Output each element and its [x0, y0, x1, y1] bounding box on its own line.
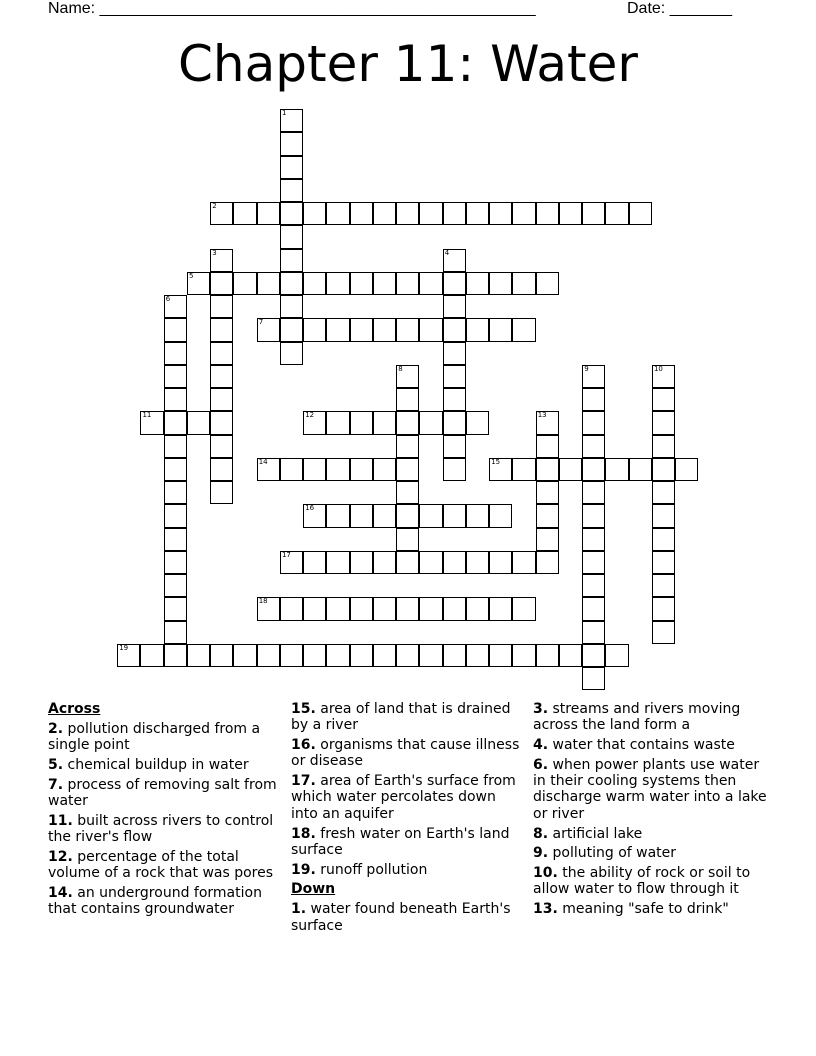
grid-cell[interactable]: [396, 597, 419, 620]
grid-cell[interactable]: [582, 202, 605, 225]
grid-cell[interactable]: [280, 458, 303, 481]
clue-column-1: [48, 701, 281, 921]
grid-cell[interactable]: [443, 318, 466, 341]
grid-cell[interactable]: [652, 528, 675, 551]
grid-cell[interactable]: [233, 202, 256, 225]
grid-cell[interactable]: [210, 318, 233, 341]
grid-cell[interactable]: [466, 202, 489, 225]
grid-cell[interactable]: [350, 202, 373, 225]
grid-cell[interactable]: [373, 504, 396, 527]
grid-cell[interactable]: [536, 528, 559, 551]
clue-number: 9: [584, 364, 589, 373]
grid-cell[interactable]: [652, 551, 675, 574]
clue-number: 1: [281, 109, 287, 118]
grid-cell[interactable]: [187, 644, 210, 667]
clue-across-11: 11. built across rivers to control the river's flow: [48, 812, 274, 846]
grid-cell[interactable]: [210, 295, 233, 318]
grid-cell[interactable]: [210, 388, 233, 411]
grid-cell[interactable]: [373, 597, 396, 620]
grid-cell[interactable]: [210, 411, 233, 434]
grid-cell[interactable]: [536, 435, 559, 458]
grid-cell[interactable]: [443, 644, 466, 667]
grid-cell[interactable]: [280, 225, 303, 248]
grid-cell[interactable]: [257, 202, 280, 225]
grid-cell[interactable]: [396, 272, 419, 295]
grid-cell[interactable]: [187, 411, 210, 434]
clue-number: 3: [212, 248, 217, 257]
grid-cell[interactable]: [350, 318, 373, 341]
grid-cell[interactable]: [326, 318, 349, 341]
grid-cell[interactable]: [652, 365, 675, 388]
grid-cell[interactable]: [280, 597, 303, 620]
clue-across-19: 19. runoff pollution: [291, 861, 428, 878]
grid-cell[interactable]: [303, 318, 326, 341]
grid-cell[interactable]: [164, 411, 187, 434]
grid-cell[interactable]: [280, 272, 303, 295]
grid-cell[interactable]: [582, 597, 605, 620]
clue-number: 14: [258, 457, 268, 466]
grid-cell[interactable]: [466, 597, 489, 620]
grid-cell[interactable]: [303, 458, 326, 481]
grid-cell[interactable]: [443, 249, 466, 272]
grid-cell[interactable]: [257, 272, 280, 295]
grid-cell[interactable]: [466, 318, 489, 341]
grid-cell[interactable]: [536, 202, 559, 225]
grid-cell[interactable]: [210, 365, 233, 388]
clue-down-10: 10. the ability of rock or soil to allow water to flow through it: [533, 865, 751, 898]
grid-cell[interactable]: [164, 574, 187, 597]
grid-cell[interactable]: [257, 318, 280, 341]
grid-cell[interactable]: [303, 202, 326, 225]
clue-number: 8: [398, 364, 403, 373]
grid-cell[interactable]: [466, 551, 489, 574]
clue-down-8: 8. artificial lake: [533, 825, 643, 842]
grid-cell[interactable]: [257, 458, 280, 481]
grid-cell[interactable]: [396, 528, 419, 551]
grid-cell[interactable]: [489, 644, 512, 667]
grid-cell[interactable]: [396, 435, 419, 458]
grid-cell[interactable]: [164, 597, 187, 620]
grid-cell[interactable]: [373, 551, 396, 574]
grid-cell[interactable]: [350, 597, 373, 620]
grid-cell[interactable]: [489, 318, 512, 341]
grid-cell[interactable]: [326, 597, 349, 620]
grid-cell[interactable]: [512, 597, 535, 620]
grid-cell[interactable]: [303, 644, 326, 667]
grid-cell[interactable]: [373, 318, 396, 341]
grid-cell[interactable]: [536, 504, 559, 527]
grid-cell[interactable]: [652, 411, 675, 434]
down-heading: Down: [291, 881, 336, 898]
grid-cell[interactable]: [280, 295, 303, 318]
clue-across-7: 7. process of removing salt from water: [48, 776, 277, 809]
grid-cell[interactable]: [419, 597, 442, 620]
grid-cell[interactable]: [396, 202, 419, 225]
grid-cell[interactable]: [233, 272, 256, 295]
grid-cell[interactable]: [187, 272, 210, 295]
grid-cell[interactable]: [582, 644, 605, 667]
clue-number: 13: [537, 411, 547, 420]
grid-cell[interactable]: [419, 318, 442, 341]
grid-cell[interactable]: [675, 458, 698, 481]
grid-cell[interactable]: [210, 342, 233, 365]
grid-cell[interactable]: [419, 202, 442, 225]
grid-cell[interactable]: [652, 481, 675, 504]
grid-cell[interactable]: [350, 644, 373, 667]
grid-cell[interactable]: [164, 551, 187, 574]
grid-cell[interactable]: [582, 458, 605, 481]
grid-cell[interactable]: [373, 272, 396, 295]
grid-cell[interactable]: [652, 621, 675, 644]
grid-cell[interactable]: [629, 202, 652, 225]
grid-cell[interactable]: [652, 597, 675, 620]
clue-number: 7: [258, 318, 264, 327]
grid-cell[interactable]: [326, 202, 349, 225]
grid-cell[interactable]: [210, 458, 233, 481]
grid-cell[interactable]: [280, 202, 303, 225]
grid-cell[interactable]: [164, 295, 187, 318]
grid-cell[interactable]: [443, 388, 466, 411]
grid-cell[interactable]: [326, 458, 349, 481]
grid-cell[interactable]: [443, 597, 466, 620]
grid-cell[interactable]: [652, 435, 675, 458]
grid-cell[interactable]: [396, 411, 419, 434]
grid-cell[interactable]: [396, 644, 419, 667]
grid-cell[interactable]: [350, 551, 373, 574]
grid-cell[interactable]: [582, 365, 605, 388]
grid-cell[interactable]: [164, 318, 187, 341]
grid-cell[interactable]: [326, 644, 349, 667]
clue-down-13: 13. meaning "safe to drink": [533, 901, 729, 918]
grid-cell[interactable]: [280, 551, 303, 574]
grid-cell[interactable]: [373, 458, 396, 481]
grid-cell[interactable]: [605, 458, 628, 481]
grid-cell[interactable]: [350, 272, 373, 295]
grid-cell[interactable]: [233, 644, 256, 667]
grid-cell[interactable]: [164, 458, 187, 481]
grid-cell[interactable]: [210, 202, 233, 225]
grid-cell[interactable]: [582, 435, 605, 458]
grid-cell[interactable]: [210, 435, 233, 458]
name-line: Name: _________________________________________________: [48, 0, 536, 17]
clue-number: 16: [305, 504, 315, 513]
clue-number: 17: [281, 550, 291, 559]
grid-cell[interactable]: [280, 249, 303, 272]
grid-cell[interactable]: [582, 504, 605, 527]
grid-cell[interactable]: [536, 644, 559, 667]
grid-cell[interactable]: [419, 504, 442, 527]
clue-number: 10: [653, 364, 663, 373]
clue-number: 5: [188, 271, 194, 280]
grid-cell[interactable]: [396, 365, 419, 388]
grid-cell[interactable]: [280, 179, 303, 202]
grid-cell[interactable]: [350, 504, 373, 527]
clue-across-17: 17. area of Earth's surface from which water percolates down into an aquifer: [291, 773, 516, 822]
grid-cell[interactable]: [512, 644, 535, 667]
clue-down-6: 6. when power plants use water in their cooling systems then discharge warm water into a lake or river: [533, 756, 767, 822]
across-heading: Across: [48, 701, 101, 717]
clue-down-3: 3. streams and rivers moving across the land form a: [533, 701, 741, 734]
grid-cell[interactable]: [419, 551, 442, 574]
clue-number: 19: [119, 643, 129, 652]
grid-cell[interactable]: [443, 365, 466, 388]
grid-cell[interactable]: [466, 644, 489, 667]
grid-cell[interactable]: [303, 411, 326, 434]
grid-cell[interactable]: [164, 481, 187, 504]
grid-cell[interactable]: [257, 597, 280, 620]
grid-cell[interactable]: [652, 388, 675, 411]
grid-cell[interactable]: [257, 644, 280, 667]
grid-cell[interactable]: [280, 644, 303, 667]
grid-cell[interactable]: [350, 458, 373, 481]
clue-across-12: 12. percentage of the total volume of a rock that was pores: [48, 848, 274, 882]
clue-number: 4: [444, 248, 450, 257]
clue-across-18: 18. fresh water on Earth's land surface: [291, 825, 510, 858]
grid-cell[interactable]: [512, 202, 535, 225]
grid-cell[interactable]: [559, 458, 582, 481]
grid-cell[interactable]: [536, 272, 559, 295]
grid-cell[interactable]: [582, 667, 605, 690]
grid-cell[interactable]: [489, 272, 512, 295]
grid-cell[interactable]: [582, 621, 605, 644]
clue-column-3: [533, 701, 768, 921]
grid-cell[interactable]: [303, 551, 326, 574]
clue-number: 6: [165, 295, 171, 304]
grid-cell[interactable]: [419, 411, 442, 434]
grid-cell[interactable]: [582, 481, 605, 504]
clue-number: 18: [258, 597, 268, 606]
grid-cell[interactable]: [582, 551, 605, 574]
grid-cell[interactable]: [652, 504, 675, 527]
grid-cell[interactable]: [443, 504, 466, 527]
grid-cell[interactable]: [280, 342, 303, 365]
grid-cell[interactable]: [605, 202, 628, 225]
grid-cell[interactable]: [396, 481, 419, 504]
grid-cell[interactable]: [582, 574, 605, 597]
clue-down-9: 9. polluting of water: [533, 845, 677, 862]
grid-cell[interactable]: [489, 597, 512, 620]
grid-cell[interactable]: [396, 318, 419, 341]
grid-cell[interactable]: [373, 202, 396, 225]
grid-cell[interactable]: [303, 504, 326, 527]
grid-cell[interactable]: [536, 551, 559, 574]
grid-cell[interactable]: [396, 388, 419, 411]
grid-cell[interactable]: [326, 272, 349, 295]
grid-cell[interactable]: [466, 272, 489, 295]
grid-cell[interactable]: [280, 156, 303, 179]
grid-cell[interactable]: [443, 342, 466, 365]
grid-cell[interactable]: [629, 458, 652, 481]
grid-cell[interactable]: [326, 504, 349, 527]
grid-cell[interactable]: [582, 388, 605, 411]
grid-cell[interactable]: [536, 411, 559, 434]
grid-cell[interactable]: [419, 644, 442, 667]
grid-cell[interactable]: [419, 272, 442, 295]
grid-cell[interactable]: [466, 504, 489, 527]
grid-cell[interactable]: [536, 458, 559, 481]
grid-cell[interactable]: [373, 411, 396, 434]
grid-cell[interactable]: [559, 202, 582, 225]
grid-cell[interactable]: [280, 109, 303, 132]
grid-cell[interactable]: [326, 411, 349, 434]
grid-cell[interactable]: [489, 202, 512, 225]
clue-number: 2: [212, 202, 217, 211]
clue-number: 12: [305, 411, 315, 420]
grid-cell[interactable]: [512, 272, 535, 295]
grid-cell[interactable]: [652, 574, 675, 597]
grid-cell[interactable]: [489, 551, 512, 574]
clue-down-1: 1. water found beneath Earth's surface: [291, 901, 511, 934]
grid-cell[interactable]: [489, 504, 512, 527]
grid-cell[interactable]: [443, 551, 466, 574]
grid-cell[interactable]: [210, 272, 233, 295]
grid-cell[interactable]: [582, 411, 605, 434]
grid-cell[interactable]: [443, 272, 466, 295]
grid-cell[interactable]: [350, 411, 373, 434]
grid-cell[interactable]: [443, 295, 466, 318]
grid-cell[interactable]: [164, 621, 187, 644]
page-title: Chapter 11: Water: [178, 35, 638, 93]
grid-cell[interactable]: [164, 342, 187, 365]
grid-cell[interactable]: [303, 597, 326, 620]
grid-cell[interactable]: [512, 318, 535, 341]
clue-across-16: 16. organisms that cause illness or disease: [291, 737, 520, 770]
grid-cell[interactable]: [373, 644, 396, 667]
grid-cell[interactable]: [303, 272, 326, 295]
grid-cell[interactable]: [280, 318, 303, 341]
clue-number: 15: [491, 457, 501, 466]
grid-cell[interactable]: [652, 458, 675, 481]
grid-cell[interactable]: [512, 458, 535, 481]
clue-across-15: 15. area of land that is drained by a river: [291, 701, 511, 734]
grid-cell[interactable]: [559, 644, 582, 667]
grid-cell[interactable]: [466, 411, 489, 434]
date-line: Date: _______: [627, 0, 732, 17]
grid-cell[interactable]: [164, 644, 187, 667]
grid-cell[interactable]: [210, 644, 233, 667]
grid-cell[interactable]: [443, 458, 466, 481]
clue-across-2: 2. pollution discharged from a single point: [48, 720, 261, 754]
grid-cell[interactable]: [443, 411, 466, 434]
grid-cell[interactable]: [280, 132, 303, 155]
grid-cell[interactable]: [605, 644, 628, 667]
grid-cell[interactable]: [443, 435, 466, 458]
grid-cell[interactable]: [164, 504, 187, 527]
clue-down-4: 4. water that contains waste: [533, 737, 735, 754]
grid-cell[interactable]: [536, 481, 559, 504]
clue-number: 11: [142, 411, 152, 420]
grid-cell[interactable]: [164, 388, 187, 411]
grid-cell[interactable]: [210, 481, 233, 504]
grid-cell[interactable]: [210, 249, 233, 272]
grid-cell[interactable]: [164, 365, 187, 388]
clue-across-14: 14. an underground formation that contains groundwater: [48, 884, 262, 918]
grid-cell[interactable]: [582, 528, 605, 551]
grid-cell[interactable]: [396, 551, 419, 574]
grid-cell[interactable]: [326, 551, 349, 574]
grid-cell[interactable]: [396, 458, 419, 481]
grid-cell[interactable]: [164, 528, 187, 551]
clue-across-5: 5. chemical buildup in water: [48, 756, 249, 773]
grid-cell[interactable]: [512, 551, 535, 574]
clue-column-2: [291, 701, 524, 937]
grid-cell[interactable]: [140, 411, 163, 434]
grid-cell[interactable]: [164, 435, 187, 458]
grid-cell[interactable]: [140, 644, 163, 667]
grid-cell[interactable]: [443, 202, 466, 225]
grid-cell[interactable]: [396, 504, 419, 527]
grid-cell[interactable]: [117, 644, 140, 667]
grid-cell[interactable]: [489, 458, 512, 481]
